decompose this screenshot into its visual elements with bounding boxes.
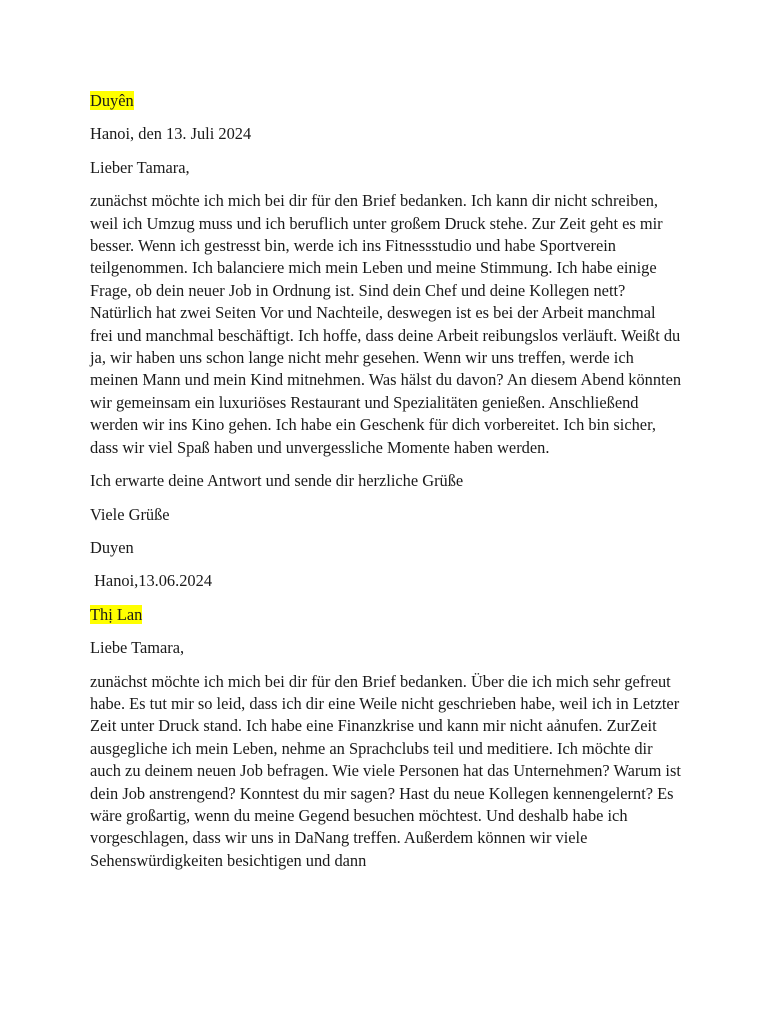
letter1-place-date: Hanoi, den 13. Juli 2024 <box>90 124 252 144</box>
letter1-closing-line: Ich erwarte deine Antwort und sende dir herzliche Grüße <box>90 471 464 491</box>
letter1-signature: Duyen <box>90 537 134 557</box>
letter2-author <box>90 604 682 626</box>
letter2-place-date: Hanoi,13.06.2024 <box>90 571 213 591</box>
letter2-body: zunächst möchte ich mich bei dir für den Brief bedanken. Über die ich mich sehr gefreut habe. Es tut mir so leid, dass ich dir eine Weile nicht geschrieben habe, weil ich in Letzter Zeit unter Druck stand. Ich habe eine Finanzkrise und kann mir nicht aảnufen. ZurZeit ausgegliche ich mein Leben, nehme an Sprachclubs teil und meditiere. Ich möchte dir auch zu deinem neuen Job befragen. Wie viele Personen hat das Unternehmen? Warum ist dein Job anstrengend? Konntest du mir sagen? Hast du neue Kollegen kennengelernt? Es wäre großartig, wenn du meine Gegend besuchen möchtest. Und deshalb habe ich vorgeschlagen, dass wir uns in DaNang treffen. Außerdem können wir viele Sehenswürdigkeiten besichtigen und dann <box>90 671 681 870</box>
letter2-salutation: Liebe Tamara, <box>90 638 185 658</box>
letter1-salutation: Lieber Tamara, <box>90 157 190 177</box>
document-page <box>90 90 682 883</box>
author-highlight: Thị Lan <box>90 604 143 624</box>
letter1-body: zunächst möchte ich mich bei dir für den Brief bedanken. Ich kann dir nicht schreiben, weil ich Umzug muss und ich beruflich unter großem Druck stehe. Zur Zeit geht es mir besser. Wenn ich gestresst bin, werde ich ins Fitnessstudio und habe Sportverein teilgenommen. Ich balanciere mich mein Leben und meine Stimmung. Ich habe einige Frage, ob dein neuer Job in Ordnung ist. Sind dein Chef und deine Kollegen nett? Natürlich hat zwei Seiten Vor und Nachteile, deswegen ist es bei der Arbeit manchmal frei und manchmal beschäftigt. Ich hoffe, dass deine Arbeit reibungslos verläuft. Weißt du ja, wir haben uns schon lange nicht mehr gesehen. Wenn wir uns treffen, werde ich meinen Mann und mein Kind mitnehmen. Was hälst du davon? An diesem Abend könnten wir gemeinsam ein luxuriöses Restaurant und Spezialitäten genießen. Anschließend werden wir ins Kino gehen. Ich habe ein Geschenk für dich vorbereitet. Ich bin sicher, dass wir viel Spaß haben und unvergessliche Momente haben werden. <box>90 191 682 457</box>
author-highlight: Duyên <box>90 91 134 110</box>
letter1-author <box>90 90 682 112</box>
letter1-closing: Viele Grüße <box>90 504 170 524</box>
